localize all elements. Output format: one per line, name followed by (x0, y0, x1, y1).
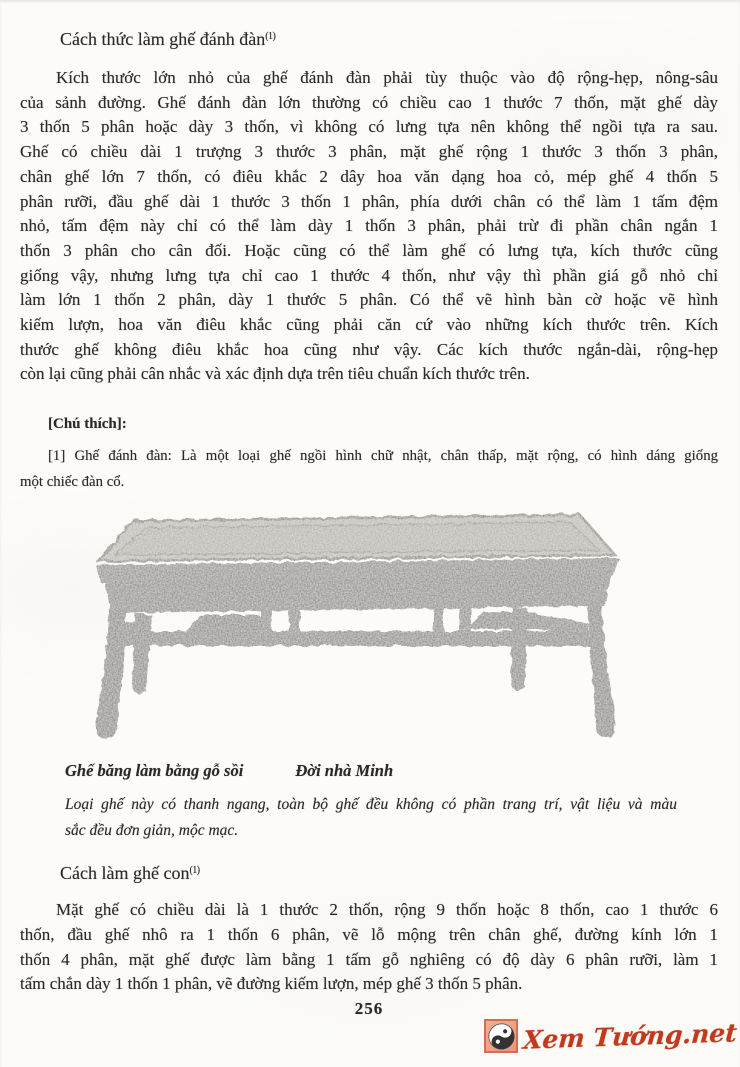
footnote-marker: (1) (189, 865, 200, 877)
bench-photo (83, 503, 645, 746)
bench-photo-image (83, 503, 645, 746)
page-number: 256 (354, 998, 384, 1018)
section1-heading-text: Cách thức làm ghế đánh đàn (60, 29, 266, 49)
figure-caption (65, 759, 718, 783)
figure (20, 503, 718, 844)
text-line: 3 thốn 5 phân hoặc dày 3 thốn, vì không có lưng tựa nên không thể ngồi tựa ra sau. (20, 117, 718, 137)
text-line: của sảnh đường. Ghế đánh đàn lớn thường có chiều cao 1 thước 7 thốn, mặt ghế dày (20, 92, 718, 112)
text-line: Kích thước lớn nhỏ của ghế đánh đàn phải tùy thuộc vào độ rộng-hẹp, nông-sâu (56, 68, 718, 87)
section1-heading (60, 27, 718, 51)
footnote-marker: (1) (265, 31, 276, 42)
text-line: [1] Ghế đánh đàn: Là một loại ghế ngồi hình chữ nhật, chân thấp, mặt rộng, có hình dáng giống (48, 448, 718, 465)
watermark-text: Xem Tướng.net (522, 1017, 738, 1055)
text-line: một chiếc đàn cổ. (20, 473, 125, 490)
text-line: làm lớn 1 thốn 2 phân, dày 1 thước 5 phân. Có thể vẽ hình bàn cờ hoặc vẽ hình (20, 290, 718, 310)
text-line: giống vậy, nhưng lưng tựa chỉ cao 1 thước 4 thốn, như vậy thì phần giá gỗ nhỏ chỉ (20, 265, 718, 285)
yin-yang-icon (488, 1023, 515, 1050)
text-line: chân ghế lớn 7 thốn, có điêu khắc 2 dây hoa văn dạng hoa cỏ, mép ghế 4 thốn 5 (20, 166, 718, 186)
section2-paragraph (20, 898, 718, 997)
text-line: thước ghế không điêu khắc hoa cũng như vậy. Các kích thước ngắn-dài, rộng-hẹp (20, 339, 718, 359)
text-line: thốn 4 phân, mặt ghế được làm bằng 1 tấm gỗ nghiêng có độ dày 6 phân rưỡi, làm 1 (20, 949, 718, 969)
text-line: còn lại cũng phải cân nhắc và xác định dựa trên tiêu chuẩn kích thước trên. (20, 364, 530, 384)
text-line: tấm chắn dày 1 thốn 1 phân, vẽ đường kiếm lượn, mép ghế 3 thốn 5 phân. (20, 974, 523, 994)
figure-description (65, 792, 677, 844)
notes-label: [Chú thích]: (48, 416, 127, 433)
section2-heading (60, 861, 718, 885)
text-line: sắc đều đơn giản, mộc mạc. (65, 822, 239, 840)
watermark-logo-box (484, 1019, 518, 1053)
text-line: phân rưỡi, đầu ghế dài 1 thước 3 thốn 1 phân, phía dưới chân có thể làm 1 tấm đệm (20, 191, 718, 211)
text-line: nhỏ, tấm đệm này chỉ có thể làm dày 1 thốn 3 phân, phải trừ đi phần chân ngắn 1 (20, 216, 718, 236)
section1-paragraph (20, 66, 718, 387)
text-line: thốn, đầu ghế nhô ra 1 thốn 6 phân, vẽ lỗ mộng trên chân ghế, đường kính lớn 1 (20, 924, 718, 944)
text-line: Loại ghế này có thanh ngang, toàn bộ ghế đều không có phần trang trí, vật liệu và màu (65, 796, 677, 814)
text-line: thốn 3 phân cho cân đối. Hoặc cũng có thể làm ghế có lưng tựa, kích thước cũng (20, 240, 718, 260)
text-line: kiếm lượn, hoa văn điêu khắc cũng phải căn cứ vào những kích thước trên. Kích (20, 315, 718, 335)
text-line: Mặt ghế có chiều dài là 1 thước 2 thốn, rộng 9 thốn hoặc 8 thốn, cao 1 thước 6 (56, 900, 718, 920)
figure-caption-period: Đời nhà Minh (295, 761, 394, 781)
watermark (484, 1019, 739, 1053)
text-line: Ghế có chiều dài 1 trượng 3 thước 3 phân, mặt ghế rộng 1 thước 3 thốn 3 phân, (20, 142, 718, 162)
figure-caption-title: Ghế băng làm bằng gỗ sồi (65, 761, 244, 781)
section2-heading-text: Cách làm ghế con (60, 863, 190, 884)
footnote-text (20, 444, 718, 495)
